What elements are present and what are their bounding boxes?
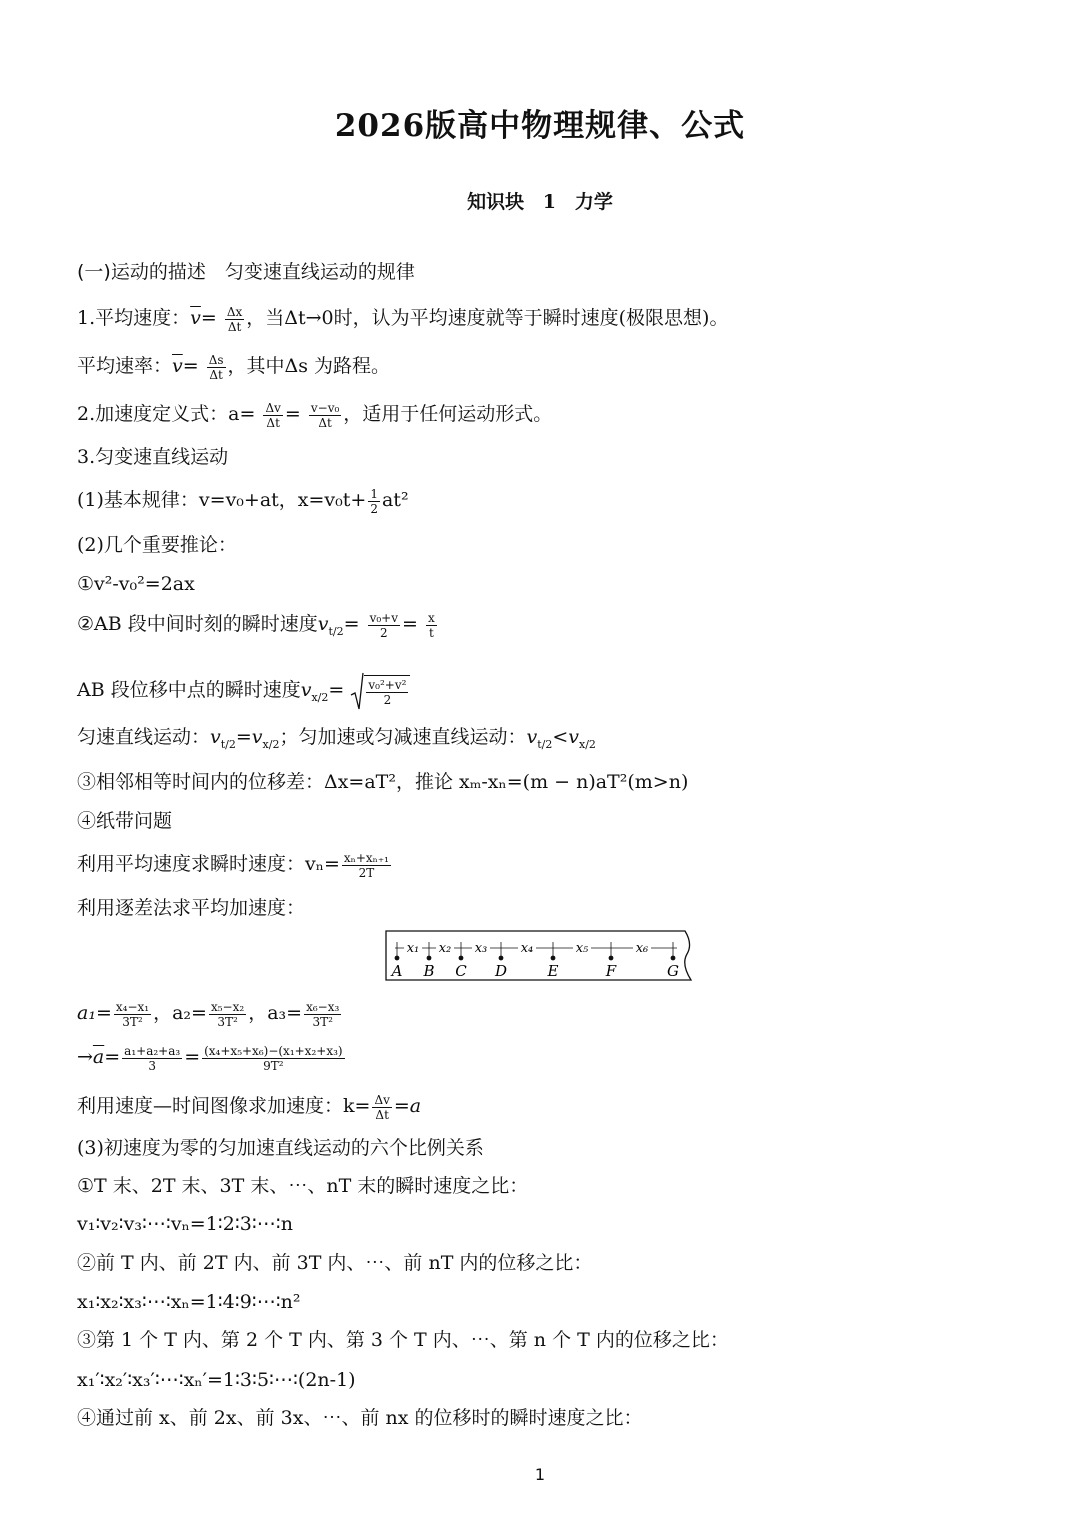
fraction-a1: $\frac{\text{x₄−x₁}}{\text{3T²}}$ [115,999,150,1029]
line-average-speed: 平均速率：$\overline{v}=$ $\frac{\Delta s}{\Delta t}$ ，其中Δs 为路程。 [77,352,391,382]
fraction-x-t: $\frac{x}{t}$ [428,610,435,640]
line-ratio-4: ④通过前 x、前 2x、前 3x、⋯、前 nx 的位移时的瞬时速度之比： [77,1407,643,1429]
document-title: 2026版高中物理规律、公式 [334,108,746,144]
subsection-title: (一)运动的描述 匀变速直线运动的规律 [77,261,415,283]
line-acceleration-definition: 2.加速度定义式：a= $\frac{\Delta v}{\Delta t}$ = $\frac{\text{v−v₀}}{\Delta t}$ ，适用于任何运动形式。 [77,400,553,430]
line-tape-heading: ④纸带问题 [77,810,173,832]
line-ratio-1-formula: v₁∶v₂∶v₃∶⋯∶vₙ=1∶2∶3∶⋯∶n [77,1213,293,1235]
line-mid-displacement-velocity: AB 段位移中点的瞬时速度$v_{x/2}=$ $\frac{\text{v₀²+v²}}{2}$ [77,671,410,712]
fraction-half: $\frac{1}{2}$ [370,486,378,516]
page-number: 1 [534,1465,546,1484]
fraction-vn: $\frac{\text{xₙ+xₙ₊₁}}{2T}$ [343,850,389,880]
line-a1-a2-a3: a₁= $\frac{\text{x₄−x₁}}{\text{3T²}}$ ，a₂= $\frac{\text{x₅−x₂}}{\text{3T²}}$ ，a₃= $\frac{\text{x₆−x₃}}{\text{3T²}}$ [77,999,340,1029]
line-average-acceleration: $\to\overline{a}=$ $\frac{\text{a₁+a₂+a₃}}{3}$ = $\frac{\text{(x₄+x₅+x₆)−(x₁+x₂+x₃)}}{\text{9T²}}$ [77,1043,343,1073]
tape-point-label: F [605,962,617,980]
line-ratio-2: ②前 T 内、前 2T 内、前 3T 内、⋯、前 nT 内的位移之比： [77,1252,593,1274]
tape-point-label: G [667,962,679,980]
fraction-ds-dt: $\frac{\Delta s}{\Delta t}$ [208,352,224,382]
line-velocity-comparison: 匀速直线运动：$v_{t/2}=v_{x/2}$；匀加速或匀减速直线运动：$v_{t/2}<v_{x/2}$ [77,726,596,751]
fraction-abar-1: $\frac{\text{a₁+a₂+a₃}}{3}$ [124,1043,181,1073]
tape-segment-label: x₃ [474,941,488,956]
fraction-k: $\frac{\Delta v}{\Delta t}$ [374,1092,390,1122]
line-uniform-acceleration-heading: 3.匀变速直线运动 [77,446,229,468]
line-basic-laws: (1)基本规律：v=v₀+at，x=v₀t+ $\frac{1}{2}$ at² [77,486,409,516]
tape-segment-label: x₅ [575,941,589,956]
tape-segment-label: x₆ [635,941,649,956]
line-average-velocity: 1.平均速度：$\overline{v}=$ $\frac{\Delta x}{\Delta t}$ ，当Δt→0时，认为平均速度就等于瞬时速度(极限思想)。 [77,304,729,334]
line-successive-difference-method: 利用逐差法求平均加速度： [77,897,306,919]
line-ratio-1: ①T 末、2T 末、3T 末、⋯、nT 末的瞬时速度之比： [77,1175,529,1197]
fraction-dv-dt: $\frac{\Delta v}{\Delta t}$ [265,400,281,430]
line-ratio-3-formula: x₁′∶x₂′∶x₃′∶⋯∶xₙ′=1∶3∶5∶⋯∶(2n-1) [77,1369,356,1391]
fraction-v-minus-v0: $\frac{\text{v−v₀}}{\Delta t}$ [310,400,340,430]
tape-point-label: A [391,962,403,980]
fraction-a2: $\frac{\text{x₅−x₂}}{\text{3T²}}$ [210,999,245,1029]
line-ratio-3: ③第 1 个 T 内、第 2 个 T 内、第 3 个 T 内、⋯、第 n 个 T 内的位移之比： [77,1329,729,1351]
tape-point-label: C [455,962,467,980]
line-instantaneous-velocity-method: 利用平均速度求瞬时速度：vₙ= $\frac{\text{xₙ+xₙ₊₁}}{2T}$ [77,850,389,880]
tape-point-label: B [423,962,435,980]
line-vt-graph-acceleration: 利用速度—时间图像求加速度：k= $\frac{\Delta v}{\Delta t}$ =a [77,1092,422,1122]
section-title: 知识块 1 力学 [467,191,613,213]
line-mid-time-velocity: ②AB 段中间时刻的瞬时速度$v_{t/2}=$ $\frac{\text{v₀+v}}{2}$ = $\frac{x}{t}$ [77,610,435,640]
fraction-dx-dt: $\frac{\Delta x}{\Delta t}$ [226,304,243,334]
line-ratio-heading: (3)初速度为零的匀加速直线运动的六个比例关系 [77,1137,484,1159]
fraction-abar-2: $\frac{\text{(x₄+x₅+x₆)−(x₁+x₂+x₃)}}{\text{9T²}}$ [204,1043,343,1073]
square-root: $\frac{\text{v₀²+v²}}{2}$ [350,671,410,711]
sqrt-sign [350,671,364,711]
tape-point-label: E [547,962,559,980]
tape-segment-label: x₄ [520,941,534,956]
tape-segment-label: x₁ [406,941,420,956]
line-inference-1: ①v²-v₀²=2ax [77,573,195,595]
line-displacement-difference: ③相邻相等时间内的位移差：Δx=aT²，推论 xₘ-xₙ=(m − n)aT²(m>n) [77,771,689,793]
paper-tape-svg [385,930,695,982]
fraction-a3: $\frac{\text{x₆−x₃}}{\text{3T²}}$ [306,999,340,1029]
line-inferences-heading: (2)几个重要推论： [77,534,237,556]
line-ratio-2-formula: x₁∶x₂∶x₃∶⋯∶xₙ=1∶4∶9∶⋯∶n² [77,1291,301,1313]
tape-segment-label: x₂ [438,941,452,956]
fraction-v0-plus-v: $\frac{\text{v₀+v}}{2}$ [369,610,399,640]
tape-point-label: D [494,962,508,980]
paper-tape-figure [385,930,695,982]
